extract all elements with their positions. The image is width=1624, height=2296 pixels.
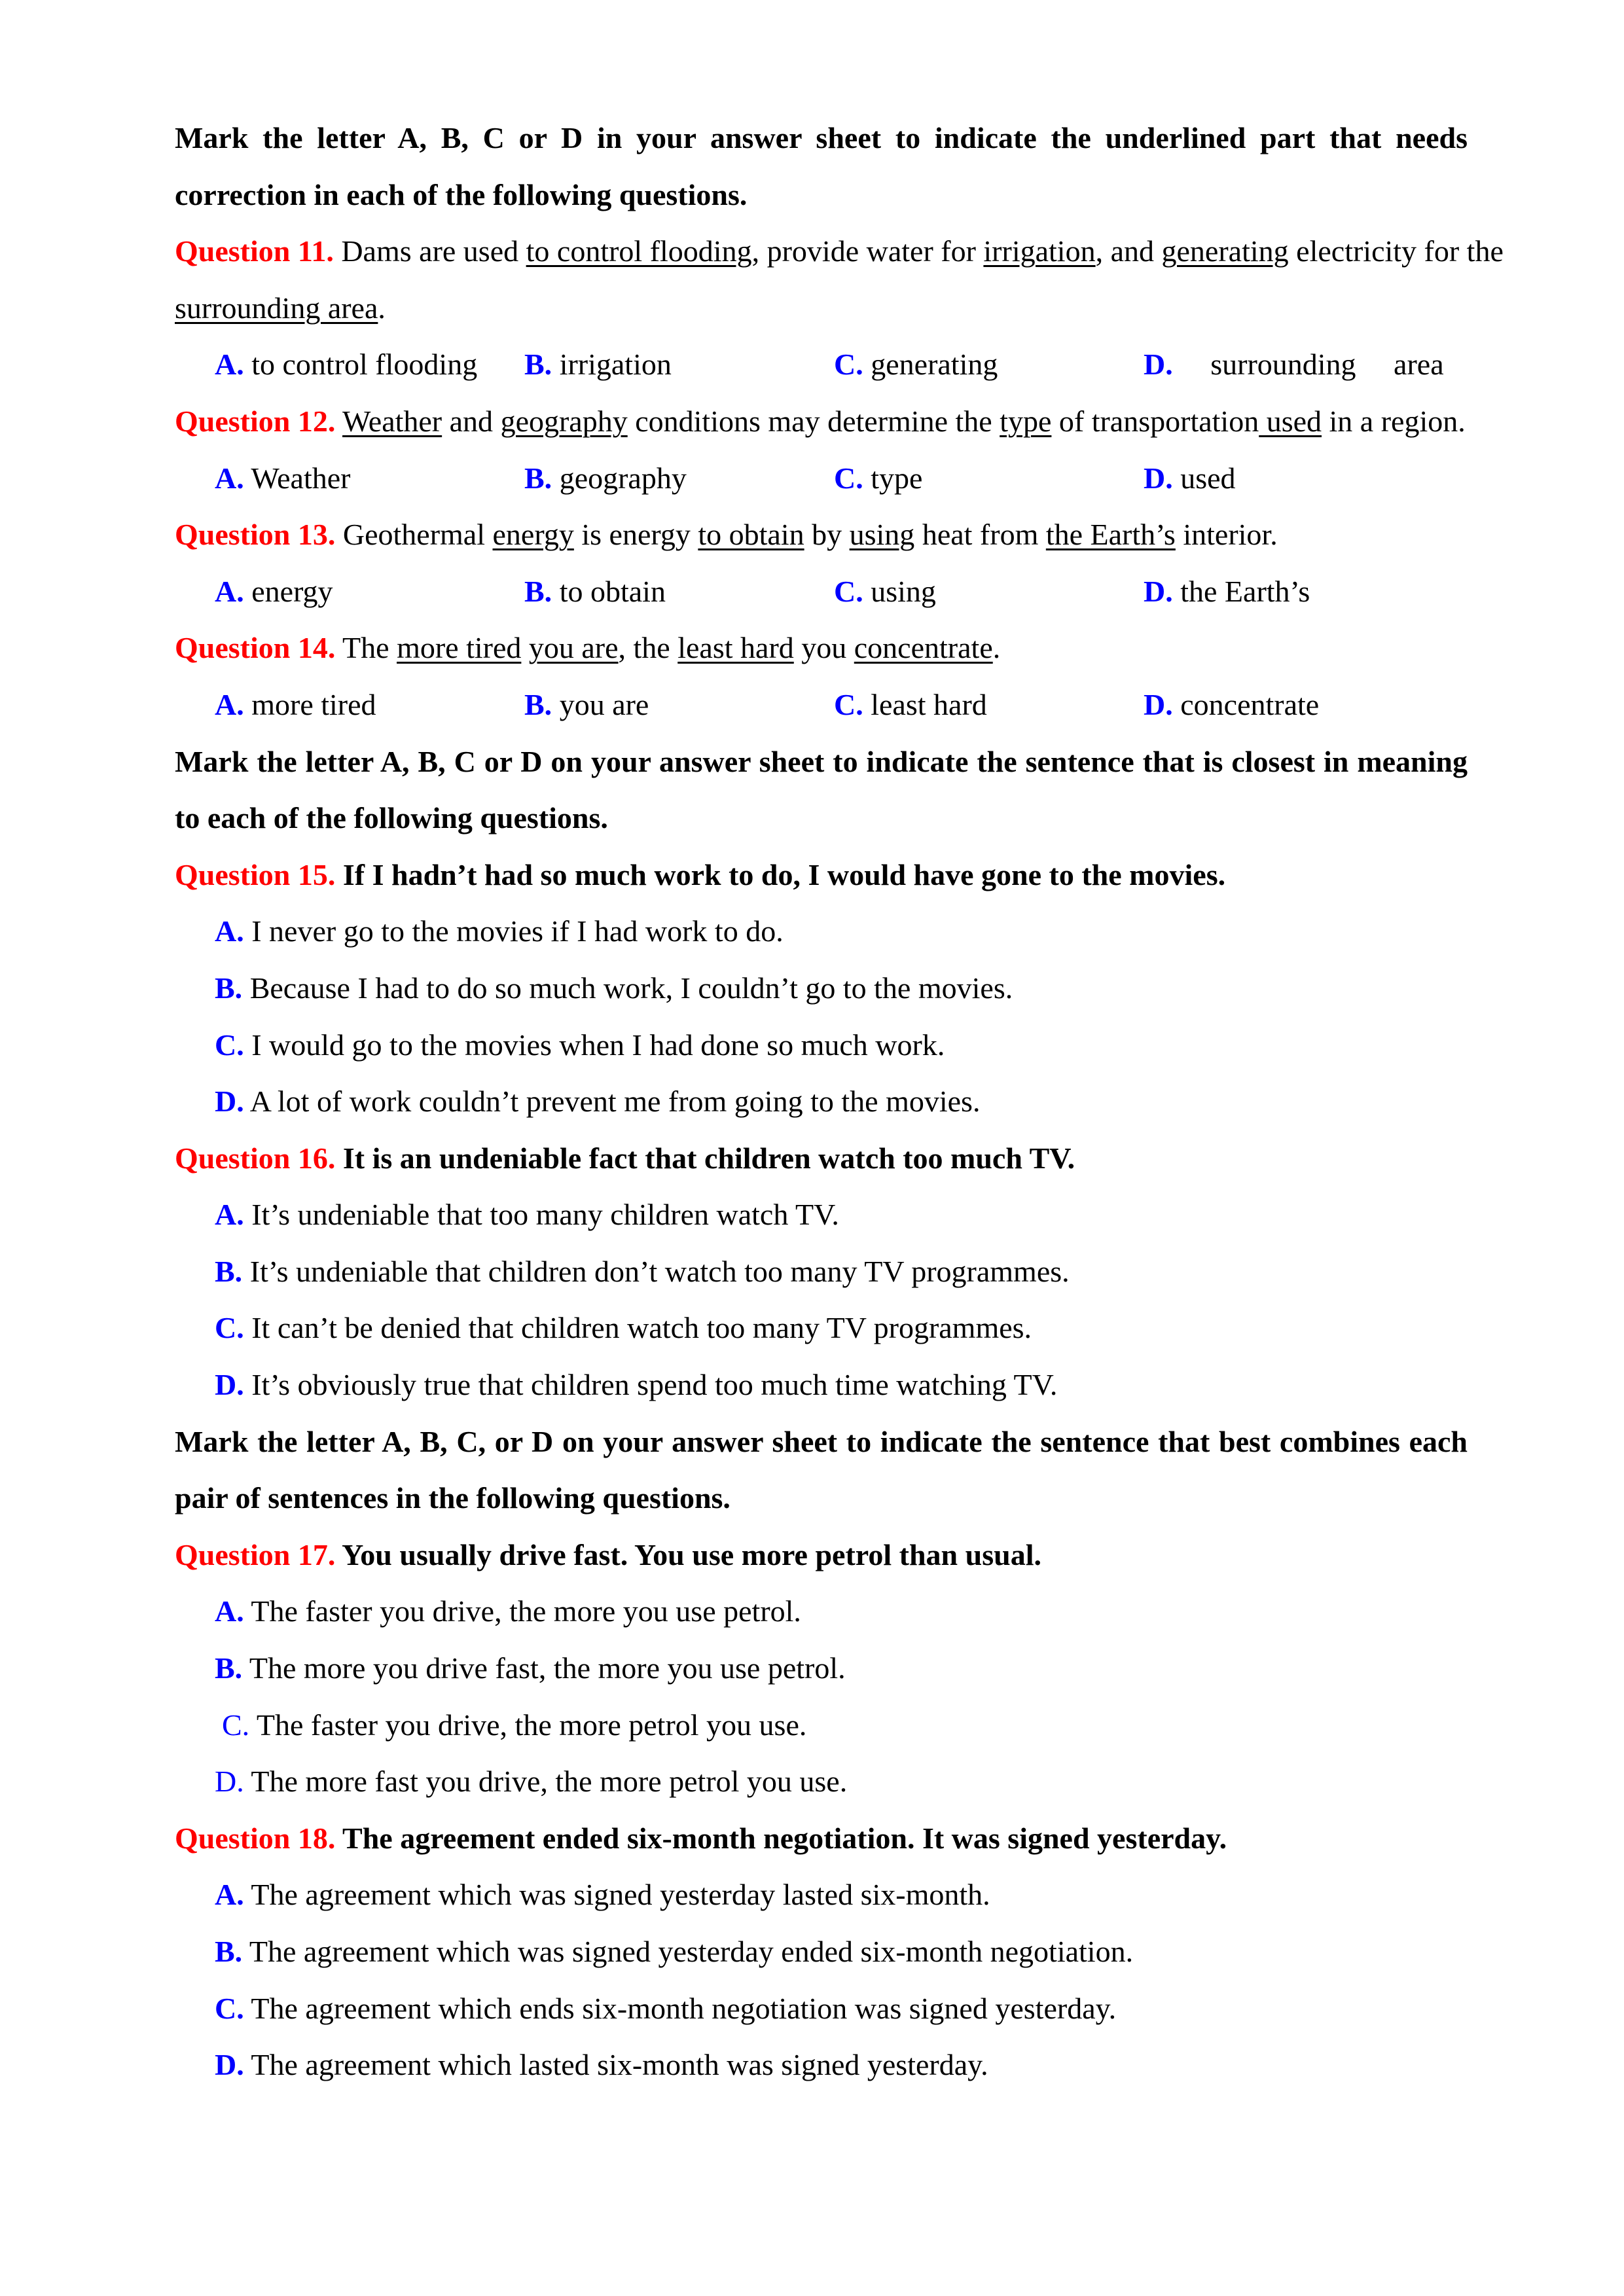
option-letter: B. xyxy=(524,687,552,721)
option-a xyxy=(215,450,524,507)
option-text: The more fast you drive, the more petrol you use. xyxy=(244,1765,848,1799)
stem-text: . xyxy=(378,291,386,325)
option-letter: C. xyxy=(215,1028,244,1062)
option-text: It’s obviously true that children spend too much time watching TV. xyxy=(244,1368,1058,1402)
option-text: The more you drive fast, the more you use petrol. xyxy=(242,1651,846,1685)
option-text: I would go to the movies when I had done so much work. xyxy=(244,1028,945,1062)
stem-text: by xyxy=(804,518,850,552)
underlined-part: using xyxy=(849,518,915,552)
option-text: The faster you drive, the more petrol you use. xyxy=(249,1708,807,1742)
stem-text: heat from xyxy=(914,518,1046,552)
option-letter: D. xyxy=(215,1085,244,1119)
question-stem-line xyxy=(175,1810,1532,1867)
option-letter: A. xyxy=(215,1198,244,1232)
question-stem-line xyxy=(175,507,1532,564)
option-text: Weather xyxy=(244,461,351,495)
option-c xyxy=(175,1981,1532,2037)
option-text: I never go to the movies if I had work to do. xyxy=(244,914,784,948)
option-c xyxy=(834,450,1144,507)
option-text: It can’t be denied that children watch too many TV programmes. xyxy=(244,1311,1032,1345)
option-text: more tired xyxy=(244,687,376,721)
option-letter: D. xyxy=(1144,461,1173,495)
option-letter: C. xyxy=(215,1991,244,2025)
option-text: used xyxy=(1172,461,1236,495)
option-text: to obtain xyxy=(552,574,666,608)
option-b xyxy=(175,1244,1532,1300)
option-letter: B. xyxy=(524,461,552,495)
underlined-part: used xyxy=(1259,404,1322,438)
underlined-part: generating xyxy=(1161,234,1289,268)
option-a xyxy=(215,677,524,734)
option-text: It’s undeniable that children don’t watch too many TV programmes. xyxy=(242,1254,1070,1288)
question-stem xyxy=(335,858,1225,891)
question-label: Question 16. xyxy=(175,1141,336,1175)
option-c xyxy=(834,564,1144,620)
question xyxy=(175,1527,1532,1810)
options xyxy=(175,1867,1532,2093)
question-stem xyxy=(175,234,1504,325)
option-text: type xyxy=(863,461,923,495)
question-stem-line xyxy=(175,847,1532,904)
question xyxy=(175,1810,1532,2094)
option-a xyxy=(175,1583,1532,1640)
question-stem xyxy=(335,518,1277,551)
question-label: Question 18. xyxy=(175,1821,336,1855)
option-d xyxy=(1144,564,1453,620)
option-c xyxy=(834,677,1144,734)
underlined-part: the Earth’s xyxy=(1045,518,1176,552)
section xyxy=(175,734,1532,1414)
option-letter: C. xyxy=(834,348,863,382)
option-letter: C. xyxy=(834,461,863,495)
option-b xyxy=(175,1640,1532,1697)
question xyxy=(175,507,1532,620)
stem-text: , and xyxy=(1095,234,1162,268)
option-letter: A. xyxy=(215,574,244,608)
option-letter: C. xyxy=(834,687,863,721)
question-label: Question 14. xyxy=(175,631,336,665)
option-text: energy xyxy=(244,574,333,608)
option-letter: D. xyxy=(215,2048,244,2082)
option-text: The agreement which lasted six-month was signed yesterday. xyxy=(244,2048,988,2082)
option-b xyxy=(524,677,834,734)
option-letter: C. xyxy=(222,1708,250,1742)
option-c xyxy=(834,336,1144,393)
option-d xyxy=(175,1753,1532,1810)
question-stem xyxy=(335,1141,1075,1175)
stem-text: , provide water for xyxy=(751,234,984,268)
option-b xyxy=(524,336,834,393)
option-b xyxy=(524,450,834,507)
option-a xyxy=(215,336,524,393)
stem-text: conditions may determine the xyxy=(627,404,1000,438)
question-stem xyxy=(335,1538,1041,1571)
question-stem xyxy=(335,404,1465,438)
question-stem-line xyxy=(175,223,1532,336)
option-a xyxy=(215,564,524,620)
option-text: surrounding area xyxy=(1172,348,1444,382)
question-stem-line xyxy=(175,393,1532,450)
question-stem-line xyxy=(175,620,1532,677)
option-b xyxy=(175,960,1532,1017)
option-letter: C. xyxy=(834,574,863,608)
option-text: The agreement which was signed yesterday ended six-month negotiation. xyxy=(242,1935,1134,1968)
option-text: irrigation xyxy=(552,348,672,382)
stem-text: If I hadn’t had so much work to do, I would have gone to the movies. xyxy=(335,857,1226,891)
options xyxy=(175,336,1532,393)
section-instruction: Mark the letter A, B, C or D in your answer sheet to indicate the underlined part that needs correction in each of the following questions. xyxy=(175,121,1468,211)
option-letter: A. xyxy=(215,914,244,948)
option-letter: A. xyxy=(215,1878,244,1912)
option-text: generating xyxy=(863,348,998,382)
options xyxy=(175,450,1532,507)
stem-text: . xyxy=(992,631,1001,665)
stem-text: in a region. xyxy=(1322,404,1466,438)
option-letter: B. xyxy=(215,1651,243,1685)
option-letter: D. xyxy=(1144,348,1173,382)
stem-text: Geothermal xyxy=(335,518,493,552)
option-text: you are xyxy=(552,687,649,721)
section-instruction: Mark the letter A, B, C or D on your answer sheet to indicate the sentence that is closest in meaning to each of the following questions. xyxy=(175,744,1468,835)
question xyxy=(175,393,1532,507)
section-instruction: Mark the letter A, B, C, or D on your answer sheet to indicate the sentence that best combines each pair of sentences in the following questions. xyxy=(175,1424,1468,1515)
underlined-part: least hard xyxy=(677,631,794,665)
option-letter: C. xyxy=(215,1311,244,1345)
option-d xyxy=(175,1357,1532,1414)
option-letter: A. xyxy=(215,687,244,721)
option-letter: D. xyxy=(1144,574,1173,608)
stem-text: you xyxy=(793,631,854,665)
underlined-part: more tired xyxy=(397,631,522,665)
option-letter: B. xyxy=(215,1935,243,1968)
underlined-part: type xyxy=(1000,404,1052,438)
question-label: Question 15. xyxy=(175,857,336,891)
question-label: Question 17. xyxy=(175,1537,336,1571)
underlined-part: irrigation xyxy=(983,234,1096,268)
question xyxy=(175,223,1532,393)
question-label: Question 12. xyxy=(175,404,336,438)
options xyxy=(175,564,1532,620)
option-letter: B. xyxy=(215,1254,243,1288)
stem-text: electricity for the xyxy=(1288,234,1504,268)
option-d xyxy=(1144,336,1453,393)
option-d xyxy=(175,2037,1532,2094)
stem-text: You usually drive fast. You use more petrol than usual. xyxy=(335,1537,1041,1571)
option-letter: D. xyxy=(215,1368,244,1402)
option-text: The agreement which ends six-month negotiation was signed yesterday. xyxy=(244,1991,1117,2025)
underlined-part: concentrate xyxy=(854,631,993,665)
option-text: concentrate xyxy=(1172,687,1320,721)
question-stem xyxy=(335,631,1000,664)
option-letter: B. xyxy=(524,574,552,608)
stem-text: It is an undeniable fact that children watch too much TV. xyxy=(335,1141,1075,1175)
underlined-part: to obtain xyxy=(698,518,804,552)
underlined-part: Weather xyxy=(342,404,442,438)
option-letter: A. xyxy=(215,1594,244,1628)
option-text: Because I had to do so much work, I couldn’t go to the movies. xyxy=(242,971,1013,1005)
option-text: least hard xyxy=(863,687,987,721)
option-letter: D. xyxy=(1144,687,1173,721)
option-text: using xyxy=(863,574,936,608)
stem-text: , the xyxy=(618,631,678,665)
section xyxy=(175,110,1532,734)
option-letter: B. xyxy=(215,971,243,1005)
option-c xyxy=(175,1300,1532,1357)
stem-text xyxy=(335,404,342,438)
option-letter: A. xyxy=(215,461,244,495)
question xyxy=(175,620,1532,733)
option-text: It’s undeniable that too many children watch TV. xyxy=(244,1198,839,1232)
options xyxy=(175,1583,1532,1810)
option-c xyxy=(175,1017,1532,1074)
option-text: the Earth’s xyxy=(1172,574,1310,608)
option-b xyxy=(524,564,834,620)
section xyxy=(175,1414,1532,2094)
option-d xyxy=(1144,677,1453,734)
option-a xyxy=(175,903,1532,960)
option-text: geography xyxy=(552,461,687,495)
stem-text: is energy xyxy=(573,518,698,552)
options xyxy=(175,903,1532,1130)
stem-text: The agreement ended six-month negotiation. It was signed yesterday. xyxy=(335,1821,1227,1855)
document-page xyxy=(175,110,1532,2094)
question-label: Question 13. xyxy=(175,518,336,552)
question-stem xyxy=(335,1821,1227,1855)
stem-text: and xyxy=(442,404,501,438)
question-label: Question 11. xyxy=(175,234,334,268)
stem-text: Dams are used xyxy=(333,234,526,268)
question xyxy=(175,847,1532,1130)
options xyxy=(175,677,1532,734)
question xyxy=(175,1130,1532,1414)
option-a xyxy=(175,1867,1532,1924)
stem-text xyxy=(521,631,529,664)
underlined-part: you are xyxy=(528,631,619,665)
option-a xyxy=(175,1187,1532,1244)
underlined-part: to control flooding xyxy=(526,234,752,268)
option-text: The agreement which was signed yesterday lasted six-month. xyxy=(244,1878,990,1912)
options xyxy=(175,1187,1532,1413)
stem-text: of transportation xyxy=(1051,404,1259,438)
option-text: A lot of work couldn’t prevent me from going to the movies. xyxy=(244,1085,981,1119)
option-d xyxy=(1144,450,1453,507)
option-d xyxy=(175,1073,1532,1130)
stem-text: interior. xyxy=(1175,518,1278,552)
question-stem-line xyxy=(175,1130,1532,1187)
option-letter: A. xyxy=(215,348,244,382)
option-text: to control flooding xyxy=(244,348,478,382)
option-text: The faster you drive, the more you use petrol. xyxy=(244,1594,801,1628)
underlined-part: surrounding area xyxy=(175,291,378,325)
underlined-part: energy xyxy=(492,518,574,552)
option-letter: B. xyxy=(524,348,552,382)
stem-text: The xyxy=(335,631,397,665)
option-c xyxy=(175,1697,1532,1754)
option-letter: D. xyxy=(215,1765,244,1799)
option-b xyxy=(175,1924,1532,1981)
question-stem-line xyxy=(175,1527,1532,1584)
underlined-part: geography xyxy=(500,404,628,438)
